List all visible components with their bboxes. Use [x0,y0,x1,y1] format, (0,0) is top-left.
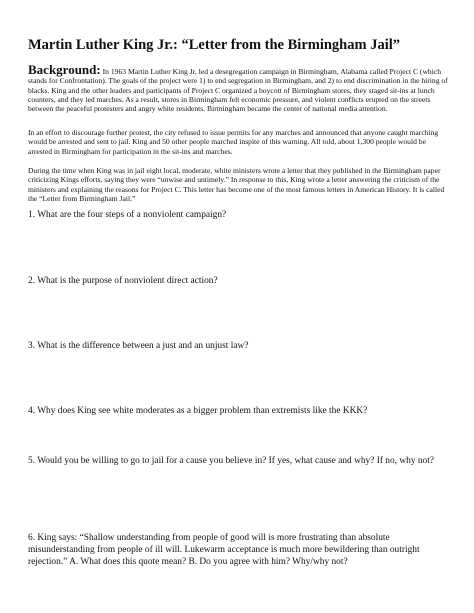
background-text: In 1963 Martin Luther King Jr, led a desegregation campaign in Birmingham, Alabama called Project C (which stands for Confrontation). The goals of the project were 1) to end segregation in Birmingham, and 2) to end discrimination in the hiring of blacks. King and the other leaders and participants of Project C organized a boycott of Birmingham stores, they staged sit-ins at lunch counters, and they led marches. As a result, stores in Birmingham felt economic pressure, and violent conflicts erupted on the streets between the peaceful protesters and angry white residents. Birmingham became the center of national media attention. [28,67,448,114]
background-heading: Background: [28,62,101,77]
question-5: 5. Would you be willing to go to jail for a cause you believe in? If yes, what cause and why? If no, why not? [28,456,434,466]
background-paragraph [28,64,448,113]
page-title: Martin Luther King Jr.: “Letter from the Birmingham Jail” [28,37,401,53]
question-1: 1. What are the four steps of a nonviolent campaign? [28,210,227,220]
question-4: 4. Why does King see white moderates as a bigger problem than extremists like the KKK? [28,406,368,416]
question-3: 3. What is the difference between a just and an unjust law? [28,341,249,351]
question-6: 6. King says: “Shallow understanding from people of good will is more frustrating than absolute misunderstanding from people of ill will. Lukewarm acceptance is much more bewildering than outright rejection.” A. What does this quote mean? B. Do you agree with him? Why/why not? [28,533,420,567]
ministers-letter-paragraph: During the time when King was in jail eight local, moderate, white ministers wrote a letter that they published in the Birmingham paper criticizing Kings efforts, saying they were “unwise and untimely.” In response to this, King wrote a letter answering the criticism of the ministers and explaining the reasons for Project C. This letter has become one of the most famous letters in American History. It is called the “Letter from Birmingham Jail.” [28,166,445,203]
question-2: 2. What is the purpose of nonviolent direct action? [28,276,218,286]
protest-paragraph: In an effort to discourage further protest, the city refused to issue permits for any marches and announced that anyone caught marching would be arrested and sent to jail. King and 50 other people marched inspite of this warning. All told, about 1,300 people would be arrested in Birmingham for participation in the sit-ins and marches. [28,128,439,156]
